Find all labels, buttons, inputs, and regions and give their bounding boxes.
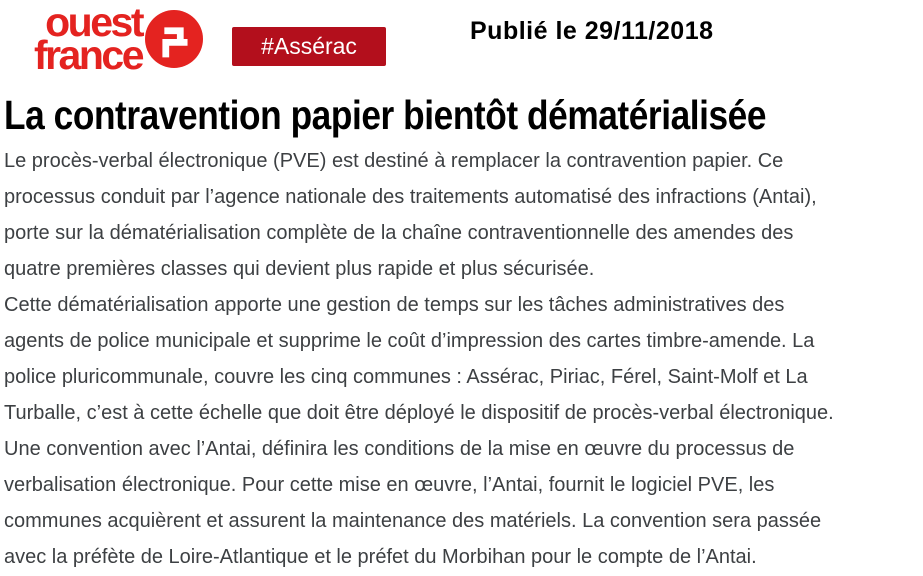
ouest-france-logo[interactable] [2, 0, 203, 78]
wordmark-line2: france [33, 32, 142, 78]
body-line: agents de police municipale et supprime le coût d’impression des cartes timbre-amende. La [4, 330, 815, 352]
body-line: verbalisation électronique. Pour cette mise en œuvre, l’Antai, fournit le logiciel PVE, les [4, 474, 775, 496]
body-line: police pluricommunale, couvre les cinq communes : Assérac, Piriac, Férel, Saint-Molf et La [4, 366, 808, 388]
body-line: avec la préfète de Loire-Atlantique et le préfet du Morbihan pour le compte de l’Antai. [4, 546, 757, 568]
published-date-label: Publié le 29/11/2018 [470, 17, 714, 45]
paragraph-1 [4, 143, 923, 287]
body-line: Turballe, c’est à cette échelle que doit être déployé le dispositif de procès-verbal électronique. [4, 402, 834, 424]
ouest-france-wordmark [2, 0, 142, 78]
ouest-france-circle-icon [145, 10, 203, 68]
body-line: communes acquièrent et assurent la maintenance des matériels. La convention sera passée [4, 510, 822, 532]
article-header [0, 0, 923, 84]
body-line: quatre premières classes qui devient plus rapide et plus sécurisée. [4, 258, 595, 280]
article-title: La contravention papier bientôt dématérialisée [4, 92, 767, 138]
body-line: Le procès-verbal électronique (PVE) est destiné à remplacer la contravention papier. Ce [4, 150, 784, 172]
hashtag-badge[interactable]: #Assérac [232, 27, 386, 66]
body-line: Une convention avec l’Antai, définira les conditions de la mise en œuvre du processus de [4, 438, 795, 460]
body-line: porte sur la dématérialisation complète de la chaîne contraventionnelle des amendes des [4, 222, 794, 244]
paragraph-2 [4, 287, 923, 575]
wordmark-line1: ouest [45, 0, 142, 45]
body-line: processus conduit par l’agence nationale des traitements automatisé des infractions (Antai), [4, 186, 817, 208]
article-body [4, 143, 923, 575]
body-line: Cette dématérialisation apporte une gestion de temps sur les tâches administratives des [4, 294, 785, 316]
